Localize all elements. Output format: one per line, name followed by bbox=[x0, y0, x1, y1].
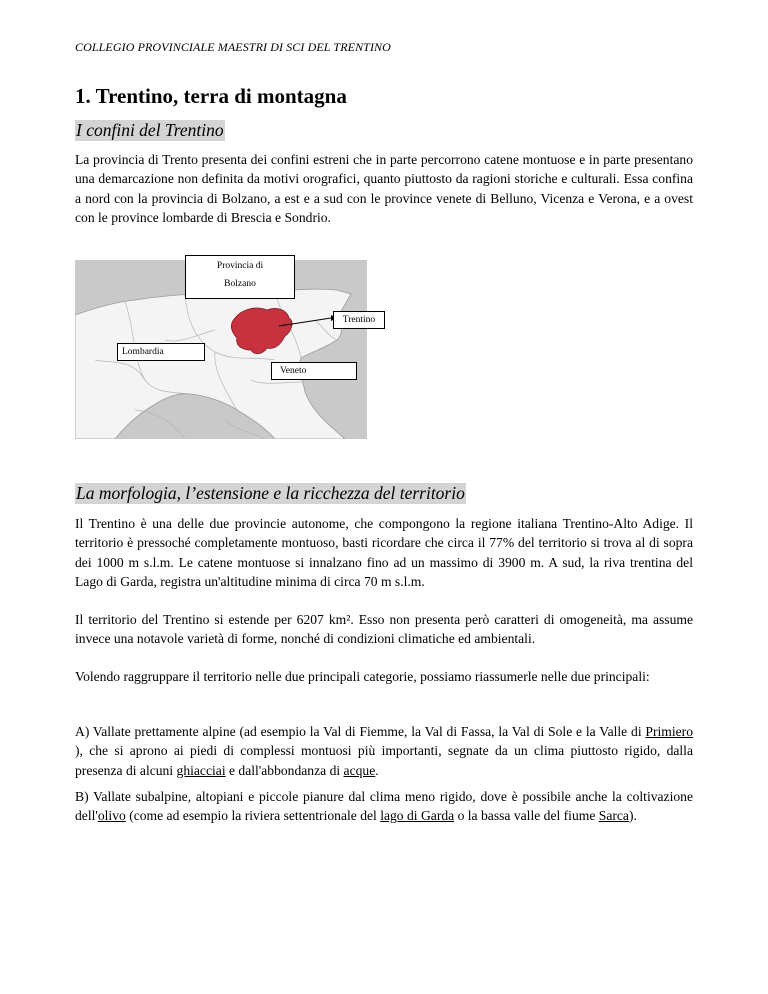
text-segment: B) Vallate subalpine, altopiani e piccole pianure dal clima meno rigido, dove è possibile anche la coltivazione dell' bbox=[75, 789, 693, 824]
paragraph-categorie: Volendo raggruppare il territorio nelle due principali categorie, possiamo riassumerle nelle due principali: bbox=[75, 669, 650, 684]
page-header: COLLEGIO PROVINCIALE MAESTRI DI SCI DEL TRENTINO bbox=[75, 40, 391, 54]
text-segment: e dall'abbondanza di bbox=[225, 762, 344, 778]
text-segment: ). bbox=[628, 808, 637, 824]
link-olivo[interactable]: olivo bbox=[97, 808, 126, 824]
paragraph-vallate-subalpine bbox=[75, 787, 693, 826]
text-segment: o la bassa valle del fiume bbox=[454, 808, 599, 824]
link-primiero[interactable]: Primiero bbox=[645, 724, 693, 739]
page-title: 1. Trentino, terra di montagna bbox=[75, 84, 347, 108]
label-veneto: Veneto bbox=[271, 362, 357, 380]
paragraph-confini: La provincia di Trento presenta dei confini estreni che in parte percorrono catene montuose e in parte presentano una demarcazione non definita da motivi orografici, quanto piuttosto da ragioni storiche e culturali. Essa confina a nord con la provincia di Bolzano, a est e a sud con le province venete di Belluno, Vicenza e Verona, e a ovest con le province lombarde di Brescia e Sondrio. bbox=[75, 152, 693, 225]
link-lago-di-garda[interactable]: lago di Garda bbox=[380, 808, 455, 824]
label-bolzano-line1: Provincia di bbox=[216, 261, 264, 271]
text-segment: (come ad esempio la riviera settentrionale del bbox=[125, 808, 381, 824]
section-heading-morfologia: La morfologia, l’estensione e la ricchezza del territorio bbox=[76, 483, 465, 503]
label-lombardia: Lombardia bbox=[117, 343, 205, 361]
link-sarca[interactable]: Sarca bbox=[598, 808, 629, 824]
text-segment: . bbox=[375, 762, 379, 778]
label-bolzano-line2: Bolzano bbox=[224, 279, 256, 289]
map-figure bbox=[75, 260, 376, 439]
label-trentino: Trentino bbox=[333, 311, 385, 329]
paragraph-vallate-alpine bbox=[75, 722, 693, 780]
paragraph-estensione: Il territorio del Trentino si estende per 6207 km². Esso non presenta però caratteri di omogeneità, ma assume invece una notavole varietà di forme, nonché di condizioni climatiche ed ambientali. bbox=[75, 612, 693, 647]
text-segment: ), che si aprono ai piedi di complessi montuosi più importanti, segnate da un clima piuttosto rigido, dalla presenza di alcuni bbox=[75, 743, 693, 778]
label-bolzano bbox=[185, 255, 295, 299]
link-ghiacciai[interactable]: ghiacciai bbox=[176, 762, 226, 778]
text-segment: A) Vallate prettamente alpine (ad esempio la Val di Fiemme, la Val di Fassa, la Val di Sole e la Valle di bbox=[75, 724, 646, 739]
paragraph-morfologia: Il Trentino è una delle due provincie autonome, che compongono la regione italiana Trentino-Alto Adige. Il territorio è pressoché completamente montuoso, basti ricordare che circa il 77% del territorio si trova al di sopra dei 1000 m s.l.m. Le catene montuose si innalzano fino ad un massimo di 3900 m. A sud, la riva trentina del Lago di Garda, registra un'altitudine minima di circa 70 m s.l.m. bbox=[75, 516, 693, 589]
section-heading-confini: I confini del Trentino bbox=[76, 120, 224, 140]
link-acque[interactable]: acque bbox=[343, 762, 376, 778]
